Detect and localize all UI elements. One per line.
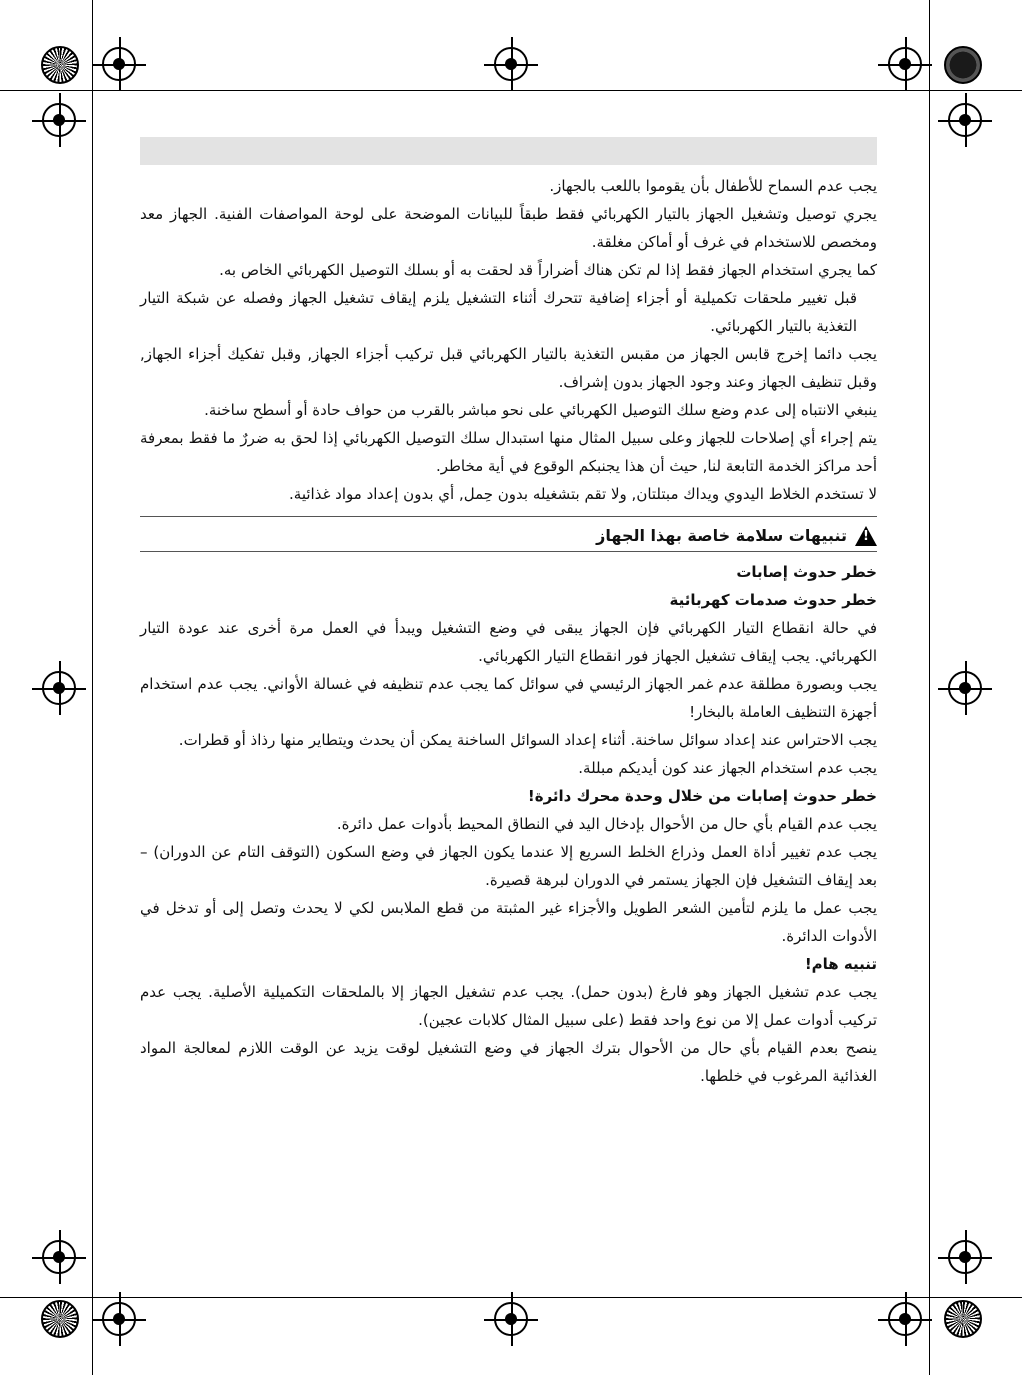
subheading: تنبيه هام! [804, 955, 877, 973]
registration-mark-icon [102, 47, 136, 81]
paragraph: ينبغي الانتباه إلى عدم وضع سلك التوصيل الكهربائي على نحو مباشر بالقرب من حواف حادة أو أسطح ساخنة. [204, 401, 877, 419]
document-body [140, 172, 877, 1090]
subheading: خطر حدوث صدمات كهربائية [669, 591, 877, 609]
registration-mark-icon [42, 671, 76, 705]
paragraph: يجب عدم السماح للأطفال بأن يقوموا باللعب بالجهاز. [549, 177, 877, 195]
paragraph: يجب دائما إخرج قابس الجهاز من مقبس التغذية بالتيار الكهربائي قبل تركيب أجزاء الجهاز, وقبل تفكيك أجزاء الجهاز, وقبل تنظيف الجهاز وعند وجود الجهاز بدون إشراف. [140, 345, 877, 391]
registration-mark-icon [42, 1240, 76, 1274]
registration-mark-icon [494, 1302, 528, 1336]
header-bar [140, 137, 877, 165]
paragraph: يجب عدم تشغيل الجهاز وهو فارغ (بدون حمل). يجب عدم تشغيل الجهاز إلا بالملحقات التكميلية الأصلية. يجب عدم تركيب أدوات عمل إلا من نوع واحد فقط (على سبيل المثال كلابات عجين). [140, 983, 877, 1029]
paragraph: كما يجري استخدام الجهاز فقط إذا لم تكن هناك أضراراً قد لحقت به أو بسلك التوصيل الكهربائي الخاص به. [219, 261, 877, 279]
paragraph: يجب عدم تغيير أداة العمل وذراع الخلط السريع إلا عندما يكون الجهاز في وضع السكون (التوقف التام عن الدوران) – بعد إيقاف التشغيل فإن الجهاز يستمر في الدوران لبرهة قصيرة. [140, 843, 877, 889]
registration-mark-icon [42, 103, 76, 137]
paragraph: يجري توصيل وتشغيل الجهاز بالتيار الكهربائي فقط طبقاً للبيانات الموضحة على لوحة المواصفات الفنية. الجهاز معد ومخصص للاستخدام في غرف أو أماكن مغلقة. [140, 205, 877, 251]
registration-mark-icon [948, 103, 982, 137]
registration-mark-icon [948, 1240, 982, 1274]
color-wheel-icon [944, 1300, 982, 1338]
paragraph: لا تستخدم الخلاط اليدوي ويداك مبتلتان, ولا تقم بتشغيله بدون حِمل, أي بدون إعداد مواد غذائية. [289, 485, 877, 503]
divider [140, 516, 877, 517]
color-wheel-icon [41, 1300, 79, 1338]
paragraph: قبل تغيير ملحقات تكميلية أو أجزاء إضافية تتحرك أثناء التشغيل يلزم إيقاف تشغيل الجهاز وفصله عن شبكة التيار التغذية بالتيار الكهربائي. [140, 289, 857, 335]
paragraph: في حالة انقطاع التيار الكهربائي فإن الجهاز يبقى في وضع التشغيل ويبدأ في العمل مرة أخرى عند عودة التيار الكهربائي. يجب إيقاف تشغيل الجهاز فور انقطاع التيار الكهربائي. [140, 619, 877, 665]
paragraph: يتم إجراء أي إصلاحات للجهاز وعلى سبيل المثال منها استبدال سلك التوصيل الكهربائي إذا لحق به ضررٌ ما فقط بمعرفة أحد مراكز الخدمة التابعة لنا, حيث أن هذا يجنبكم الوقوع في أية مخاطر. [140, 429, 877, 475]
registration-mark-icon [102, 1302, 136, 1336]
registration-mark-icon [948, 671, 982, 705]
registration-mark-icon [888, 47, 922, 81]
paragraph: يجب الاحتراس عند إعداد سوائل ساخنة. أثناء إعداد السوائل الساخنة يمكن أن يحدث ويتطاير منها رذاذ أو قطرات. [178, 731, 877, 749]
subheading: خطر حدوث إصابات من خلال وحدة محرك دائرة! [527, 787, 877, 805]
crop-line-left [92, 0, 93, 1375]
paragraph: يجب عدم القيام بأي حال من الأحوال بإدخال اليد في النطاق المحيط بأدوات عمل دائرة. [336, 815, 877, 833]
paragraph: يجب عمل ما يلزم لتأمين الشعر الطويل والأجزاء غير المثبتة من قطع الملابس لكي لا يحدث وتصل إلى أو تدخل في الأدوات الدائرة. [140, 899, 877, 945]
paragraph: يجب عدم استخدام الجهاز عند كون أيديكم مبللة. [578, 759, 877, 777]
section-heading [140, 523, 877, 552]
color-wheel-icon [41, 46, 79, 84]
subheading: خطر حدوث إصابات [736, 563, 877, 581]
registration-mark-icon [888, 1302, 922, 1336]
warning-triangle-icon [855, 526, 877, 546]
registration-mark-icon [494, 47, 528, 81]
section-title: تنبيهات سلامة خاصة بهذا الجهاز [596, 526, 847, 545]
crop-line-right [929, 0, 930, 1375]
color-wheel-icon [944, 46, 982, 84]
paragraph: ينصح بعدم القيام بأي حال من الأحوال بترك الجهاز في وضع التشغيل لوقت يزيد عن الوقت اللازم لمعالجة المواد الغذائية المرغوب في خلطها. [140, 1039, 877, 1085]
paragraph: يجب وبصورة مطلقة عدم غمر الجهاز الرئيسي في سوائل كما يجب عدم تنظيفه في غسالة الأواني. يجب عدم استخدام أجهزة التنظيف العاملة بالبخار! [140, 675, 877, 721]
